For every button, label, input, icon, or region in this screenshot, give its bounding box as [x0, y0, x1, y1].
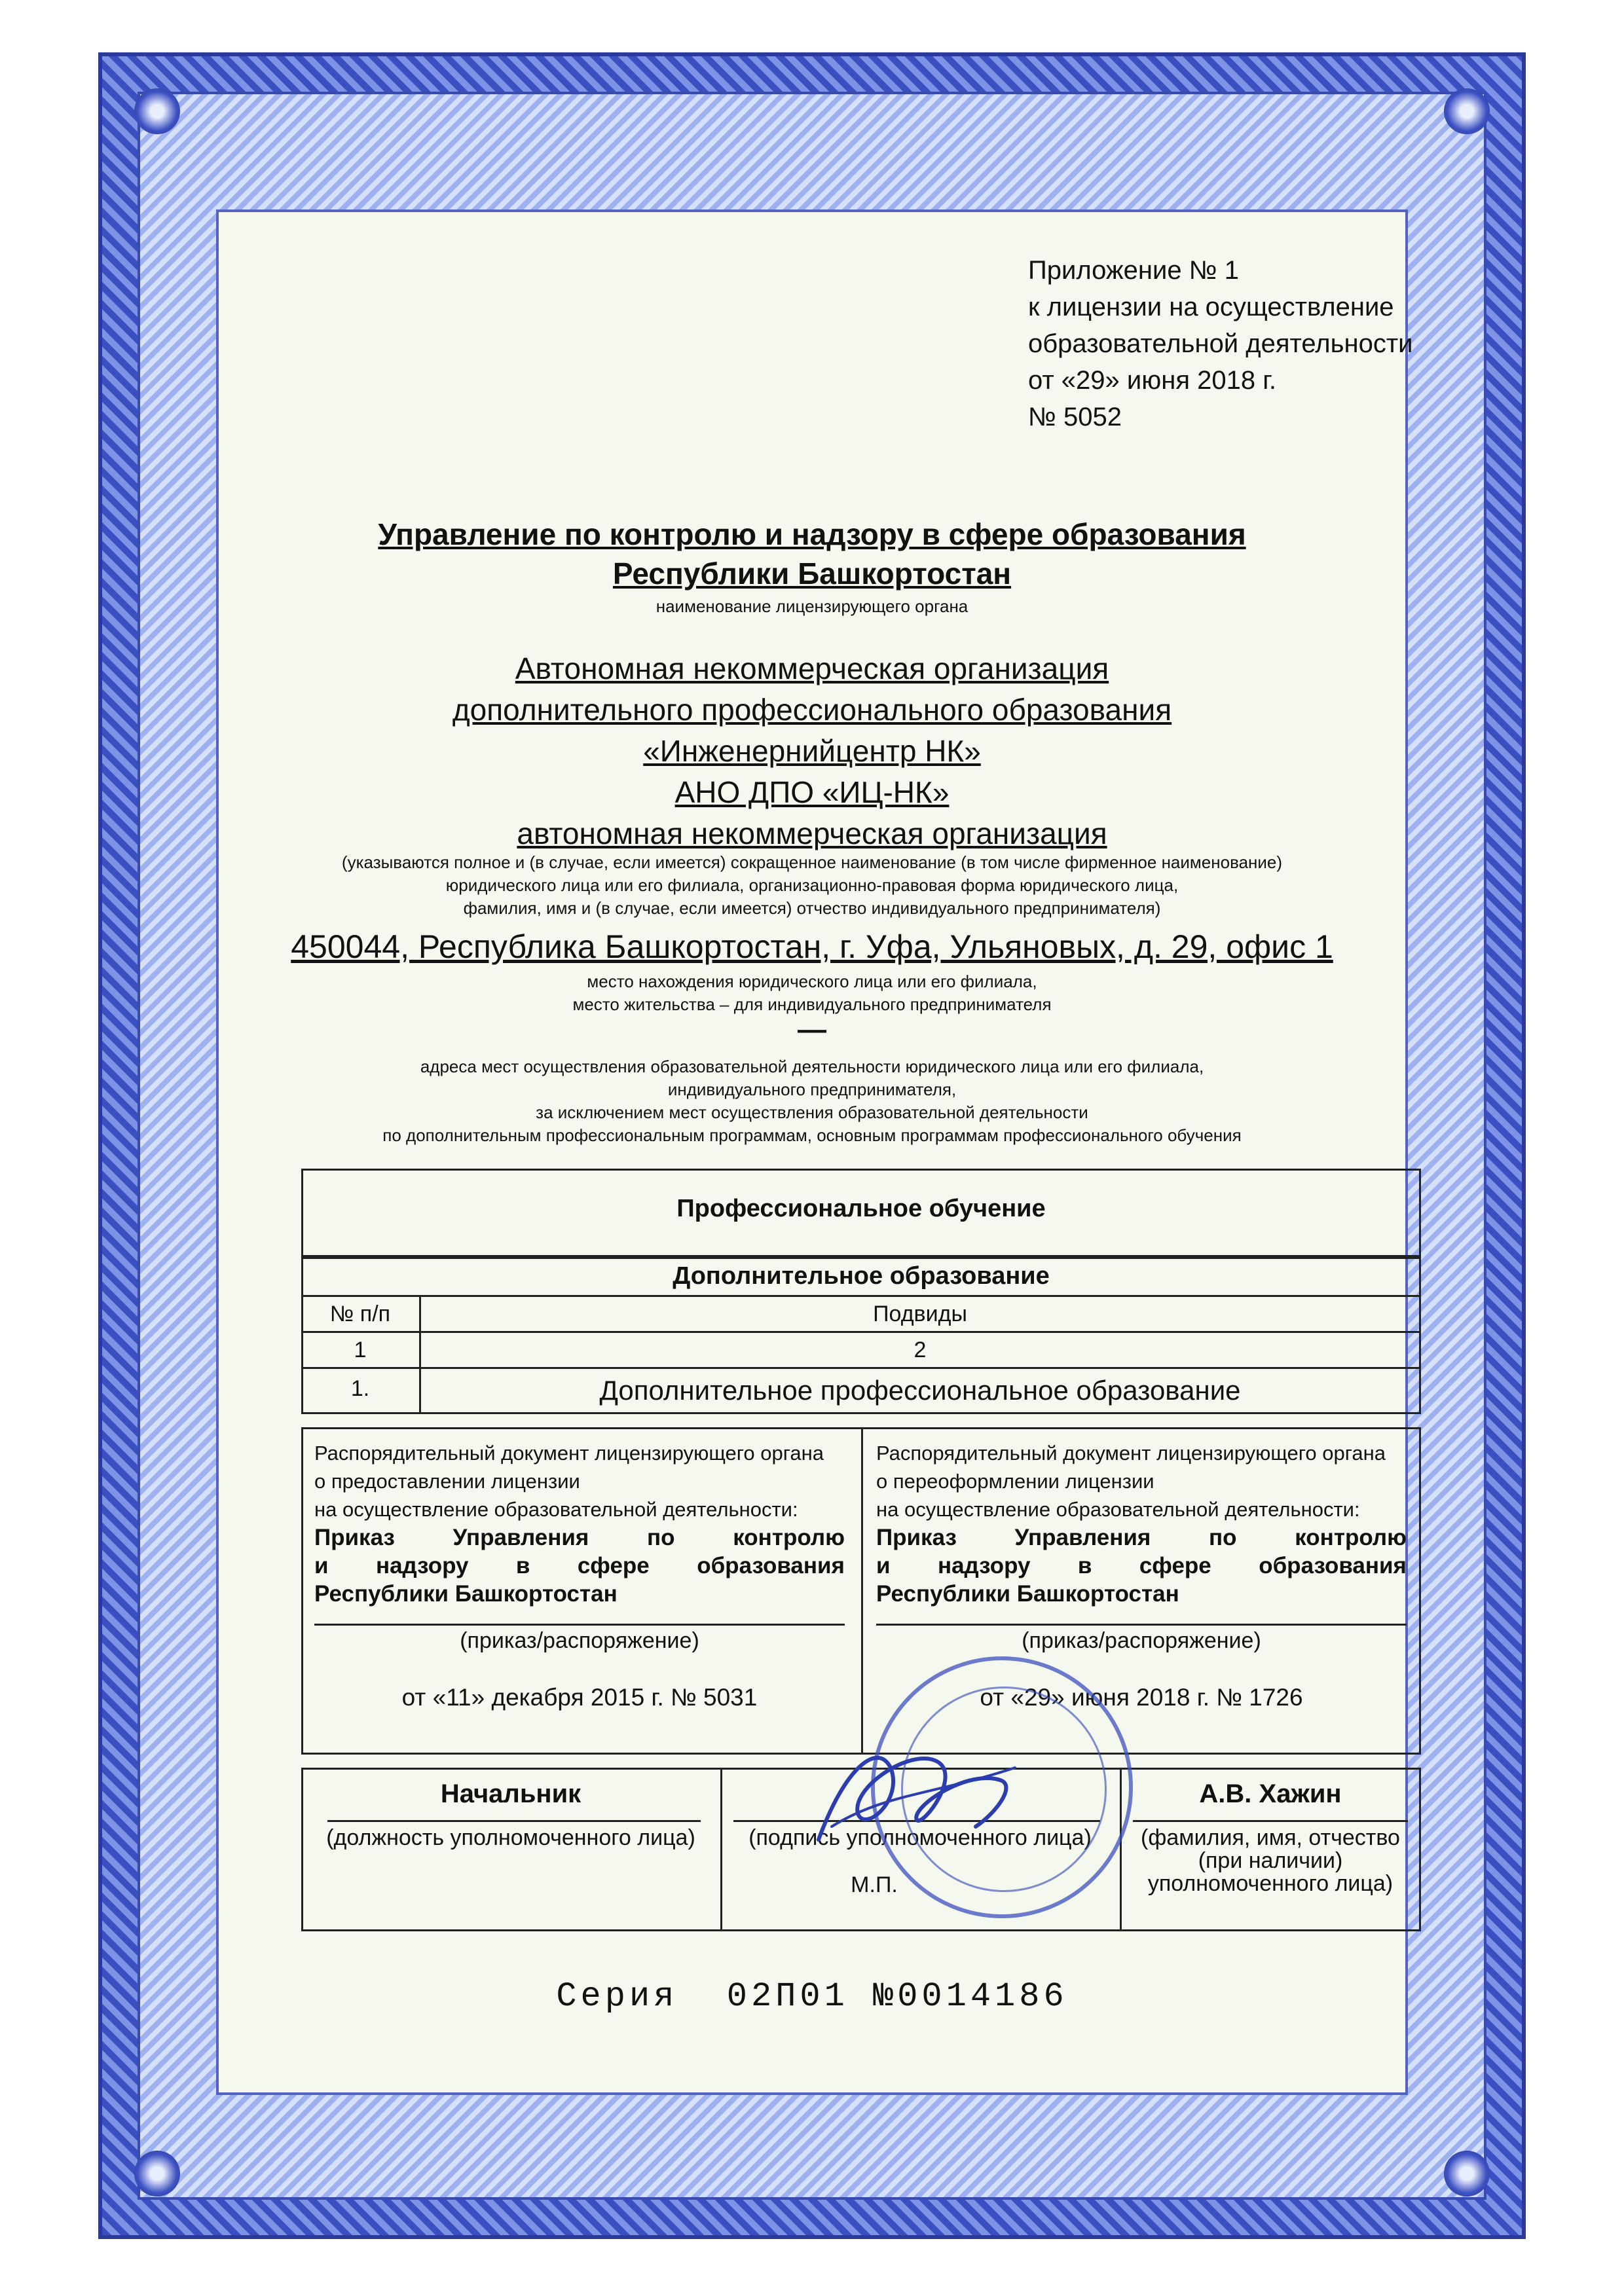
org-name: дополнительного профессионального образования	[452, 693, 1172, 727]
grant-document	[314, 1439, 845, 1608]
form-series	[0, 1977, 1624, 2016]
places-caption: индивидуального предпринимателя,	[667, 1080, 957, 1099]
reissue-text: Распорядительный документ лицензирующего органа	[876, 1442, 1386, 1465]
places-dash: —	[798, 1013, 826, 1046]
corner-ornament-icon	[134, 2151, 180, 2196]
name-caption: (при наличии)	[1198, 1848, 1343, 1873]
table-index-cell: 1	[354, 1338, 367, 1362]
reissue-underline	[876, 1624, 1407, 1626]
annex-line: Приложение № 1	[1028, 256, 1239, 285]
places-caption: за исключением мест осуществления образовательной деятельности	[536, 1102, 1088, 1122]
org-address: 450044, Республика Башкортостан, г. Уфа, Ульяновых, д. 29, офис 1	[291, 928, 1333, 965]
org-short-name: АНО ДПО «ИЦ-НК»	[674, 775, 950, 809]
table-index-cell: 2	[913, 1338, 927, 1362]
org-caption: фамилия, имя и (в случае, если имеется) отчество индивидуального предпринимателя)	[463, 898, 1161, 918]
documents-divider	[861, 1427, 863, 1755]
table-row-num: 1.	[350, 1376, 370, 1401]
address-caption: место жительства – для индивидуального предпринимателя	[572, 994, 1052, 1014]
additional-education-title: Дополнительное образование	[673, 1262, 1050, 1290]
reissue-text: о переоформлении лицензии	[876, 1470, 1154, 1493]
table-divider	[301, 1367, 1421, 1369]
reissue-order-line: и надзору в сфере образования	[876, 1553, 1407, 1578]
position-underline	[327, 1820, 701, 1822]
reissue-order-line: Приказ Управления по контролю	[876, 1525, 1407, 1550]
grant-text: Распорядительный документ лицензирующего органа	[314, 1442, 824, 1465]
sign-caption: (подпись уполномоченного лица)	[748, 1825, 1092, 1850]
table-header-subtypes: Подвиды	[873, 1302, 967, 1326]
address-caption: место нахождения юридического лица или его филиала,	[587, 972, 1037, 991]
name-underline	[1133, 1820, 1408, 1822]
annex-line: образовательной деятельности	[1028, 329, 1413, 358]
authority-caption: наименование лицензирующего органа	[655, 596, 969, 616]
grant-caption: (приказ/распоряжение)	[460, 1628, 699, 1653]
table-divider	[301, 1295, 1421, 1297]
signatory-name: А.В. Хажин	[1199, 1779, 1342, 1808]
professional-training-title: Профессиональное обучение	[676, 1195, 1046, 1222]
reissue-order-line: Республики Башкортостан	[876, 1581, 1179, 1607]
grant-order-line: Приказ Управления по контролю	[314, 1525, 845, 1550]
org-name: Автономная некоммерческая организация	[515, 651, 1109, 685]
grant-order-line: Республики Башкортостан	[314, 1581, 618, 1607]
reissue-document	[876, 1439, 1407, 1608]
authority-name: Республики Башкортостан	[612, 556, 1012, 591]
annex-line: № 5052	[1028, 403, 1122, 431]
grant-date: от «11» декабря 2015 г. № 5031	[401, 1684, 758, 1711]
corner-ornament-icon	[134, 88, 180, 134]
annex-line: к лицензии на осуществление	[1028, 293, 1394, 321]
name-caption: (фамилия, имя, отчество	[1141, 1825, 1400, 1850]
series-number: 02П01 №0014186	[726, 1977, 1068, 2016]
table-divider	[301, 1331, 1421, 1333]
grant-text: на осуществление образовательной деятельности:	[314, 1498, 798, 1521]
reissue-text: на осуществление образовательной деятельности:	[876, 1498, 1360, 1521]
grant-order-line: и надзору в сфере образования	[314, 1553, 845, 1578]
series-label: Серия	[556, 1977, 678, 2016]
corner-ornament-icon	[1444, 2151, 1490, 2196]
annex-heading	[1028, 252, 1412, 435]
grant-underline	[314, 1624, 845, 1626]
org-legal-form: автономная некоммерческая организация	[517, 816, 1107, 850]
name-caption: уполномоченного лица)	[1147, 1871, 1393, 1896]
seal-place-label: М.П.	[851, 1872, 898, 1897]
signatory-position: Начальник	[440, 1779, 581, 1808]
authority-name: Управление по контролю и надзору в сфере образования	[378, 517, 1246, 551]
places-caption: по дополнительным профессиональным программам, основным программам профессионального обучения	[382, 1125, 1242, 1145]
org-caption: (указываются полное и (в случае, если имеется) сокращенное наименование (в том числе фирменное наименование)	[341, 852, 1283, 872]
annex-line: от «29» июня 2018 г.	[1028, 366, 1277, 395]
places-caption: адреса мест осуществления образовательной деятельности юридического лица или его филиала,	[420, 1057, 1204, 1076]
reissue-caption: (приказ/распоряжение)	[1022, 1628, 1261, 1653]
reissue-date: от «29» июня 2018 г. № 1726	[980, 1684, 1303, 1711]
org-caption: юридического лица или его филиала, организационно-правовая форма юридического лица,	[445, 875, 1179, 895]
table-header-num: № п/п	[329, 1302, 391, 1326]
corner-ornament-icon	[1444, 88, 1490, 134]
handwritten-signature-icon	[805, 1728, 1028, 1859]
grant-text: о предоставлении лицензии	[314, 1470, 580, 1493]
org-name: «Инженернийцентр НК»	[643, 734, 981, 768]
table-row-value: Дополнительное профессиональное образование	[599, 1375, 1241, 1406]
position-caption: (должность уполномоченного лица)	[326, 1825, 695, 1850]
